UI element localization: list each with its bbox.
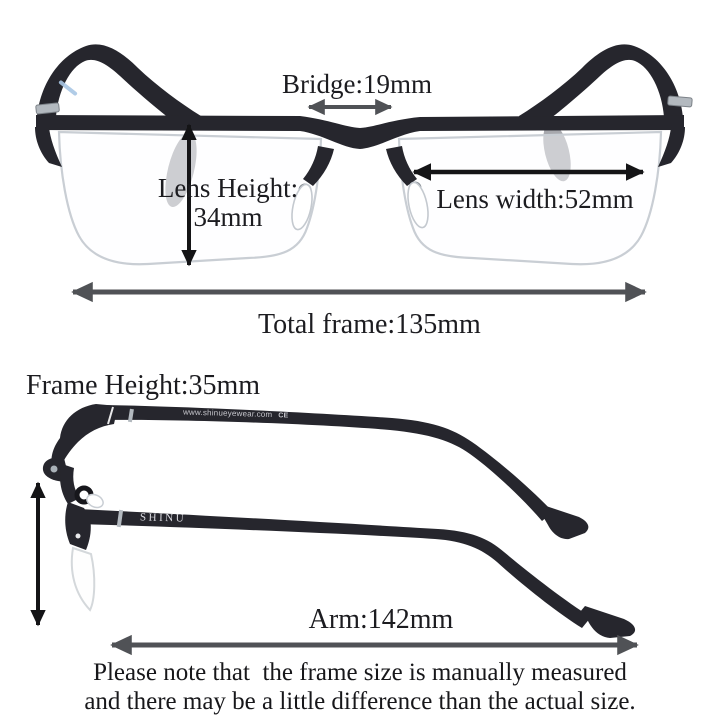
right-hinge-silver <box>668 96 693 107</box>
brand-url-text: www.shinueyewear.com <box>182 407 273 420</box>
note-line2: and there may be a little difference than the actual size. <box>84 687 636 715</box>
side-upper-temple-tip <box>541 506 588 539</box>
side-nose-pad <box>85 492 105 510</box>
side-nose-screw <box>51 466 58 473</box>
side-front-rim-top <box>51 404 118 466</box>
note-line1: Please note that the frame size is manually measured <box>93 659 627 686</box>
measurement-note <box>40 659 680 716</box>
side-front-rim-lower <box>65 502 91 550</box>
right-temple-folded-icon <box>519 44 683 122</box>
left-hinge-silver <box>36 103 60 114</box>
frame-height-label: Frame Height:35mm <box>26 370 261 401</box>
lens-height-label-line2: 34mm <box>193 202 263 232</box>
lens-height-label-line1: Lens Height: <box>157 173 299 203</box>
bridge-label: Bridge:19mm <box>282 69 432 99</box>
brand-name-text: SHINU <box>139 511 187 525</box>
arm-label: Arm:142mm <box>308 604 454 635</box>
side-screw <box>76 534 81 539</box>
lens-width-label: Lens width:52mm <box>436 184 634 214</box>
ce-mark: CE <box>278 412 289 420</box>
side-lower-temple-tip <box>580 606 635 638</box>
lens-height-label <box>133 174 323 232</box>
total-frame-label: Total frame:135mm <box>258 309 481 340</box>
side-lens-edge <box>72 548 94 610</box>
side-upper-temple <box>103 405 553 521</box>
